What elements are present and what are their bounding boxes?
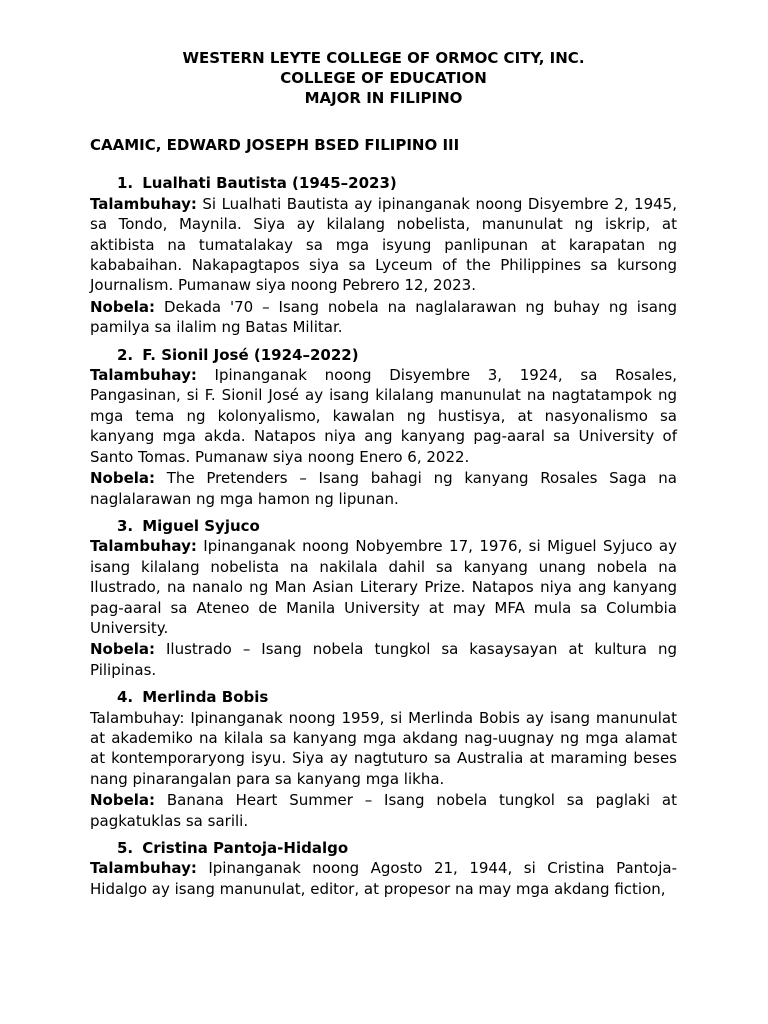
- entry-title-text: F. Sionil José (1924–2022): [142, 345, 359, 364]
- biography-text: Ipinanganak noong 1959, si Merlinda Bobis ay isang manunulat at akademiko na kilala sa kanyang mga akdang nag-uugnay ng mga alamat at kontemporaryong isyu. Siya ay nagtuturo sa Australia at maraming beses nang pinarangalan para sa kanyang mga likha.: [90, 708, 677, 788]
- novel-label: Nobela:: [90, 297, 156, 316]
- entry-title: [90, 173, 677, 193]
- entry-number: 1.: [117, 174, 134, 193]
- entry-number: 3.: [117, 516, 134, 535]
- novel-paragraph: [90, 790, 677, 831]
- biography-text: Ipinanganak noong Agosto 21, 1944, si Cristina Pantoja-Hidalgo ay isang manunulat, editor, at propesor na may mga akdang fiction,: [90, 859, 677, 898]
- biography-text: Ipinanganak noong Nobyembre 17, 1976, si Miguel Syjuco ay isang kilalang nobelista na nakilala dahil sa kanyang unang nobela na Ilustrado, na nanalo ng Man Asian Literary Prize. Natapos niya ang kanyang pag-aaral sa Ateneo de Manila University at may MFA mula sa Columbia University.: [90, 537, 677, 637]
- entry-title: [90, 345, 677, 365]
- entry-title: [90, 687, 677, 707]
- student-name: CAAMIC, EDWARD JOSEPH BSED FILIPINO III: [90, 136, 460, 154]
- novel-text: Dekada '70 – Isang nobela na naglalarawan ng buhay ng isang pamilya sa ilalim ng Batas Militar.: [90, 297, 677, 337]
- biography-paragraph: [90, 365, 677, 467]
- school-name: WESTERN LEYTE COLLEGE OF ORMOC CITY, INC.: [182, 49, 585, 67]
- biography-label: Talambuhay:: [90, 708, 185, 727]
- biography-text: Ipinanganak noong Disyembre 3, 1924, sa Rosales, Pangasinan, si F. Sionil José ay isang kilalang manunulat na nagtatampok ng mga tema ng kolonyalismo, kawalan ng hustisya, at nasyonalismo sa kanyang mga akda. Natapos niya ang kanyang pag-aaral sa University of Santo Tomas. Pumanaw siya noong Enero 6, 2022.: [90, 366, 677, 466]
- novel-label: Nobela:: [90, 791, 156, 810]
- entry-title-text: Cristina Pantoja-Hidalgo: [142, 839, 349, 857]
- entry-number: 4.: [117, 688, 134, 707]
- novel-text: The Pretenders – Isang bahagi ng kanyang Rosales Saga na naglalarawan ng mga hamon ng lipunan.: [90, 469, 677, 508]
- biography-paragraph: [90, 536, 677, 638]
- entry-number: 5.: [117, 839, 134, 857]
- novel-paragraph: [90, 639, 677, 680]
- biography-paragraph: [90, 194, 677, 296]
- biography-paragraph: [90, 858, 677, 899]
- biography-label: Talambuhay:: [90, 194, 197, 213]
- biography-label: Talambuhay:: [90, 366, 197, 385]
- entry-title-text: Lualhati Bautista (1945–2023): [142, 174, 397, 193]
- novel-text: Ilustrado – Isang nobela tungkol sa kasaysayan at kultura ng Pilipinas.: [90, 640, 677, 679]
- novel-paragraph: [90, 468, 677, 509]
- entry-title-text: Merlinda Bobis: [142, 688, 269, 707]
- document-header: [90, 48, 677, 108]
- novel-paragraph: [90, 297, 677, 338]
- biography-text: Si Lualhati Bautista ay ipinanganak noong Disyembre 2, 1945, sa Tondo, Maynila. Siya ay kilalang nobelista, manunulat ng iskrip, at aktibista na tumatalakay sa mga isyung panlipunan at karapatan ng kababaihan. Nakapagtapos siya sa Lyceum of the Philippines sa kursong Journalism. Pumanaw siya noong Pebrero 12, 2023.: [90, 194, 677, 295]
- novel-label: Nobela:: [90, 640, 156, 659]
- novel-label: Nobela:: [90, 469, 156, 488]
- novel-text: Banana Heart Summer – Isang nobela tungkol sa paglaki at pagkatuklas sa sarili.: [90, 791, 677, 830]
- entry-title: [90, 516, 677, 536]
- biography-label: Talambuhay:: [90, 537, 197, 556]
- entry-title-text: Miguel Syjuco: [142, 516, 260, 535]
- major-name: MAJOR IN FILIPINO: [304, 89, 463, 107]
- document-page: [90, 48, 677, 899]
- biography-paragraph: [90, 708, 677, 790]
- college-name: COLLEGE OF EDUCATION: [280, 69, 487, 87]
- entry-number: 2.: [117, 345, 134, 364]
- entry-title: [90, 838, 677, 858]
- biography-label: Talambuhay:: [90, 859, 197, 878]
